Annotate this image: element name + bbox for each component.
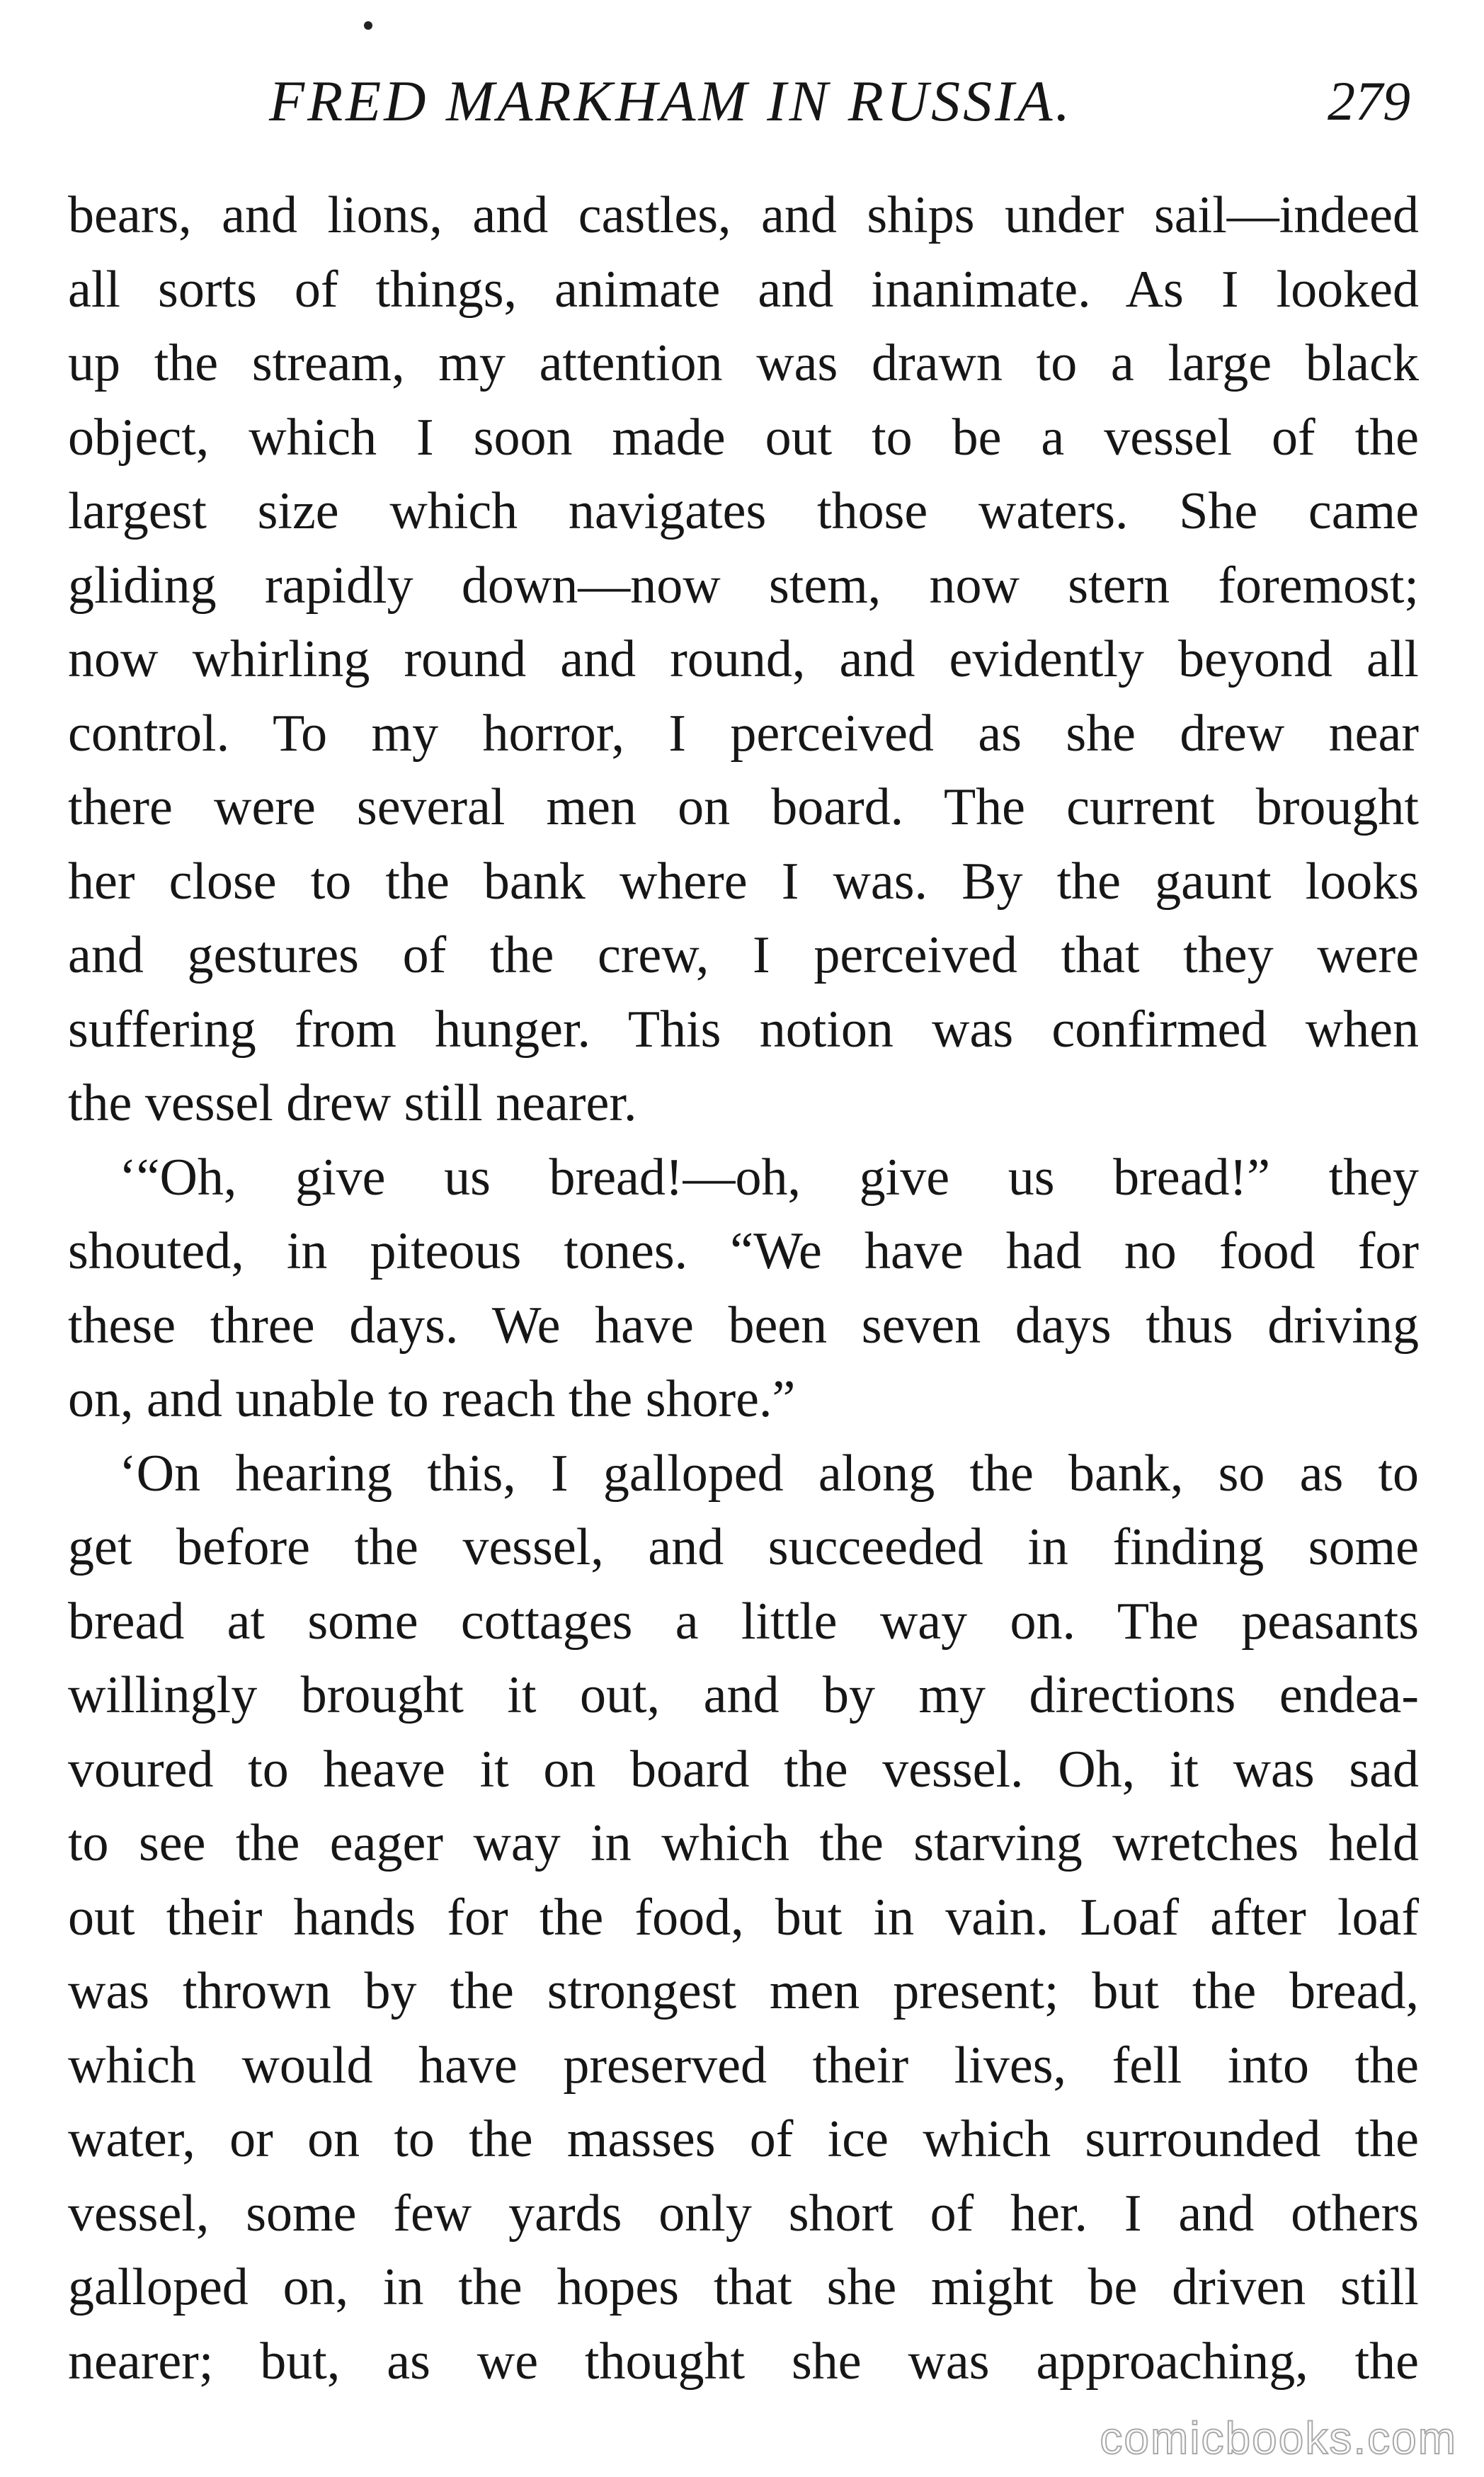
text-line: bread at some cottages a little way on. The peasants <box>68 1592 1419 1651</box>
text-line: out their hands for the food, but in vain. Loaf after loaf <box>68 1888 1419 1947</box>
body-text <box>68 178 1419 2398</box>
text-line: gliding rapidly down—now stem, now stern foremost; <box>68 556 1419 615</box>
paragraph-end-line: on, and unable to reach the shore.” <box>68 1370 796 1428</box>
text-line: and gestures of the crew, I perceived that they were <box>68 926 1419 984</box>
watermark: comicbooks.com <box>1100 2413 1457 2464</box>
ink-speck <box>364 21 372 30</box>
paragraph-end-line: the vessel drew still nearer. <box>68 1074 637 1132</box>
text-line: was thrown by the strongest men present; but the bread, <box>68 1962 1419 2020</box>
text-line: which would have preserved their lives, fell into the <box>68 2036 1419 2095</box>
page-number: 279 <box>1328 70 1410 132</box>
text-line: there were several men on board. The current brought <box>68 778 1419 836</box>
text-line: get before the vessel, and succeeded in finding some <box>68 1518 1419 1576</box>
text-line: shouted, in piteous tones. “We have had no food for <box>68 1222 1419 1280</box>
paragraph-start-line: ‘“Oh, give us bread!—oh, give us bread!” they <box>119 1148 1419 1207</box>
text-line: all sorts of things, animate and inanimate. As I looked <box>68 260 1419 319</box>
text-line: object, which I soon made out to be a vessel of the <box>68 408 1419 467</box>
text-line: largest size which navigates those waters. She came <box>68 482 1419 540</box>
text-line: willingly brought it out, and by my directions endea- <box>68 1666 1419 1724</box>
text-line: to see the eager way in which the starving wretches held <box>68 1814 1419 1872</box>
text-line: up the stream, my attention was drawn to a large black <box>68 334 1419 392</box>
text-line: these three days. We have been seven days thus driving <box>68 1296 1419 1355</box>
text-line: nearer; but, as we thought she was approaching, the <box>68 2332 1419 2391</box>
text-line: her close to the bank where I was. By the gaunt looks <box>68 852 1419 911</box>
paragraph-start-line: ‘On hearing this, I galloped along the bank, so as to <box>119 1444 1419 1503</box>
text-line: water, or on to the masses of ice which surrounded the <box>68 2110 1419 2168</box>
text-line: galloped on, in the hopes that she might be driven still <box>68 2258 1419 2316</box>
text-line: suffering from hunger. This notion was confirmed when <box>68 1000 1419 1059</box>
text-line: bears, and lions, and castles, and ships under sail—indeed <box>68 186 1419 244</box>
running-title: FRED MARKHAM IN RUSSIA. <box>269 69 1073 133</box>
running-head <box>269 62 1430 140</box>
text-line: now whirling round and round, and evidently beyond all <box>68 630 1419 688</box>
text-line: vessel, some few yards only short of her. I and others <box>68 2184 1419 2243</box>
text-line: voured to heave it on board the vessel. Oh, it was sad <box>68 1740 1419 1799</box>
text-line: control. To my horror, I perceived as she drew near <box>68 704 1419 763</box>
